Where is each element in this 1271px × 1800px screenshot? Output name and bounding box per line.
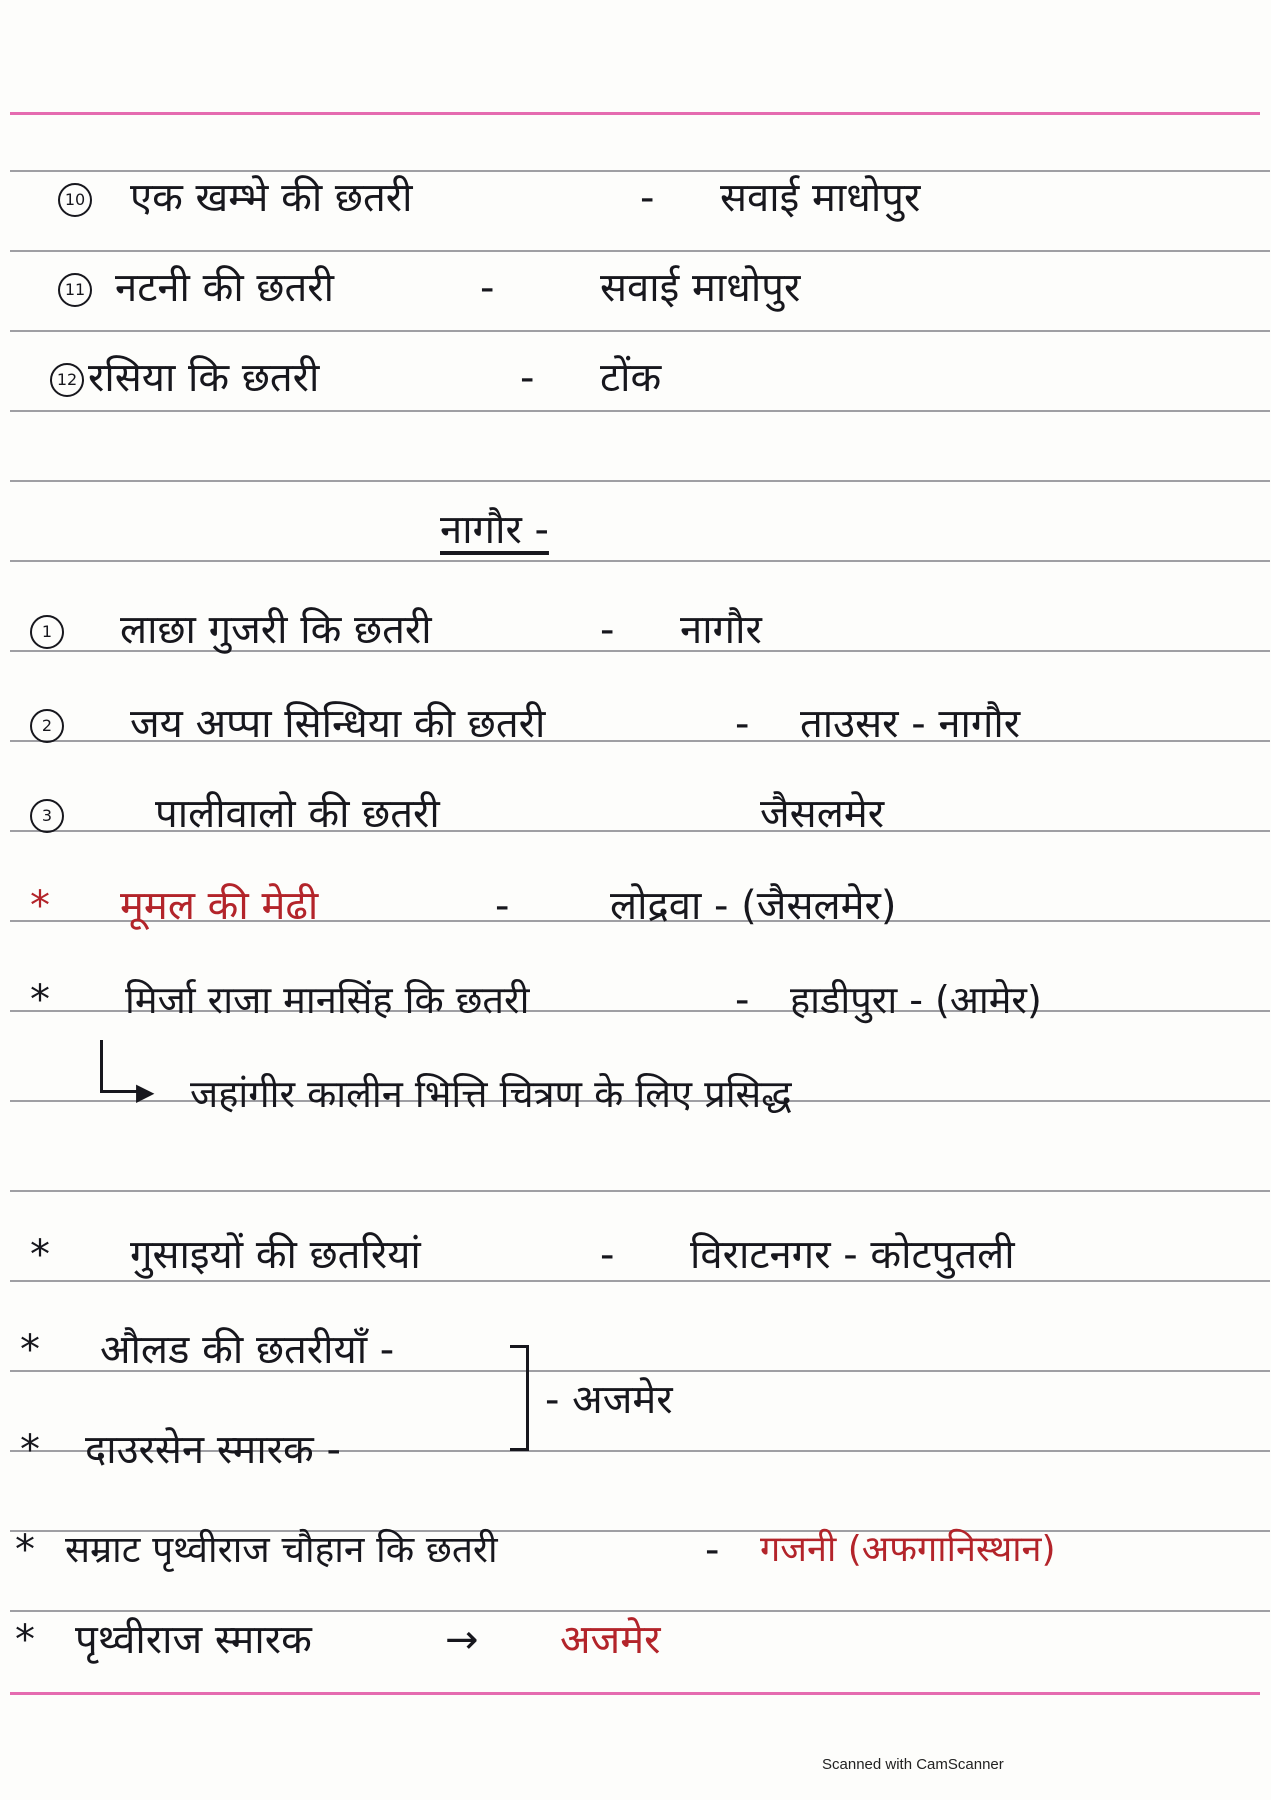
entry-place: लाछा गुजरी कि छतरी	[120, 607, 432, 653]
entry-place: सम्राट पृथ्वीराज चौहान कि छतरी	[65, 1528, 498, 1571]
entry-place: मूमल की मेढी	[120, 883, 319, 929]
entry-separator: -	[735, 977, 750, 1023]
entry-row	[0, 1510, 1271, 1590]
entry-number: 11	[58, 273, 92, 307]
entry-row	[0, 1215, 1271, 1295]
entry-separator: -	[600, 1232, 615, 1278]
entry-separator: -	[735, 701, 750, 747]
entry-separator: -	[495, 883, 510, 929]
arrow-head-icon: ▶	[136, 1078, 155, 1106]
scanner-watermark: Scanned with CamScanner	[822, 1756, 1004, 1773]
top-margin-line	[10, 112, 1260, 115]
star-mark: *	[20, 1327, 40, 1373]
entry-row	[0, 158, 1271, 238]
star-mark: *	[30, 1232, 50, 1278]
entry-place: गुसाइयों की छतरियां	[130, 1232, 421, 1278]
entry-number: 12	[50, 363, 84, 397]
entry-place: औलड की छतरीयाँ -	[100, 1327, 395, 1373]
entry-row	[0, 1600, 1271, 1680]
entry-row	[0, 684, 1271, 764]
section-heading-row	[0, 490, 1271, 570]
entry-place: जय अप्पा सिन्धिया की छतरी	[130, 701, 546, 747]
entry-number: 2	[30, 709, 64, 743]
star-mark: *	[30, 883, 50, 929]
entry-separator: -	[480, 265, 495, 311]
entry-row	[0, 590, 1271, 670]
entry-number: 3	[30, 799, 64, 833]
ruled-line	[10, 330, 1270, 332]
entry-place: पालीवालो की छतरी	[155, 791, 440, 837]
ruled-line	[10, 1190, 1270, 1192]
entry-location: हाडीपुरा - (आमेर)	[790, 978, 1042, 1022]
star-mark: *	[20, 1427, 40, 1473]
entry-location: अजमेर	[560, 1617, 661, 1663]
entry-place: पृथ्वीराज स्मारक	[75, 1617, 312, 1663]
entry-number: 1	[30, 615, 64, 649]
entry-location: जैसलमेर	[760, 791, 885, 837]
entry-location: विराटनगर - कोटपुतली	[690, 1232, 1015, 1278]
entry-separator: -	[600, 607, 615, 653]
entry-row	[0, 774, 1271, 854]
entry-place: दाउरसेन स्मारक -	[85, 1427, 341, 1473]
entry-separator: -	[705, 1527, 720, 1573]
entry-location: नागौर	[680, 607, 762, 653]
entry-separator: -	[520, 355, 535, 401]
star-mark: *	[15, 1527, 35, 1573]
entry-place: रसिया कि छतरी	[88, 355, 320, 401]
entry-row	[0, 248, 1271, 328]
section-heading: नागौर -	[440, 507, 549, 553]
entry-row	[0, 866, 1271, 946]
entry-row	[0, 1410, 1271, 1490]
entry-note: जहांगीर कालीन भित्ति चित्रण के लिए प्रसिद्ध	[190, 1072, 792, 1116]
entry-location: सवाई माधोपुर	[600, 265, 801, 311]
entry-number: 10	[58, 183, 92, 217]
bottom-margin-line	[10, 1692, 1260, 1695]
entry-location: लोद्रवा - (जैसलमेर)	[610, 883, 897, 929]
entry-separator: →	[445, 1617, 479, 1663]
entry-separator: -	[640, 175, 655, 221]
note-row	[0, 1054, 1271, 1134]
entry-location: - अजमेर	[545, 1377, 673, 1423]
star-mark: *	[30, 977, 50, 1023]
entry-place: एक खम्भे की छतरी	[130, 175, 413, 221]
entry-place: नटनी की छतरी	[115, 265, 334, 311]
ruled-line	[10, 480, 1270, 482]
star-mark: *	[15, 1617, 35, 1663]
entry-location: गजनी (अफगानिस्थान)	[760, 1529, 1056, 1570]
entry-row	[0, 960, 1271, 1040]
entry-location: ताउसर - नागौर	[800, 701, 1021, 747]
entry-row	[0, 338, 1271, 418]
entry-place: मिर्जा राजा मानसिंह कि छतरी	[125, 978, 530, 1022]
entry-location: सवाई माधोपुर	[720, 175, 921, 221]
entry-location: टोंक	[600, 355, 662, 401]
